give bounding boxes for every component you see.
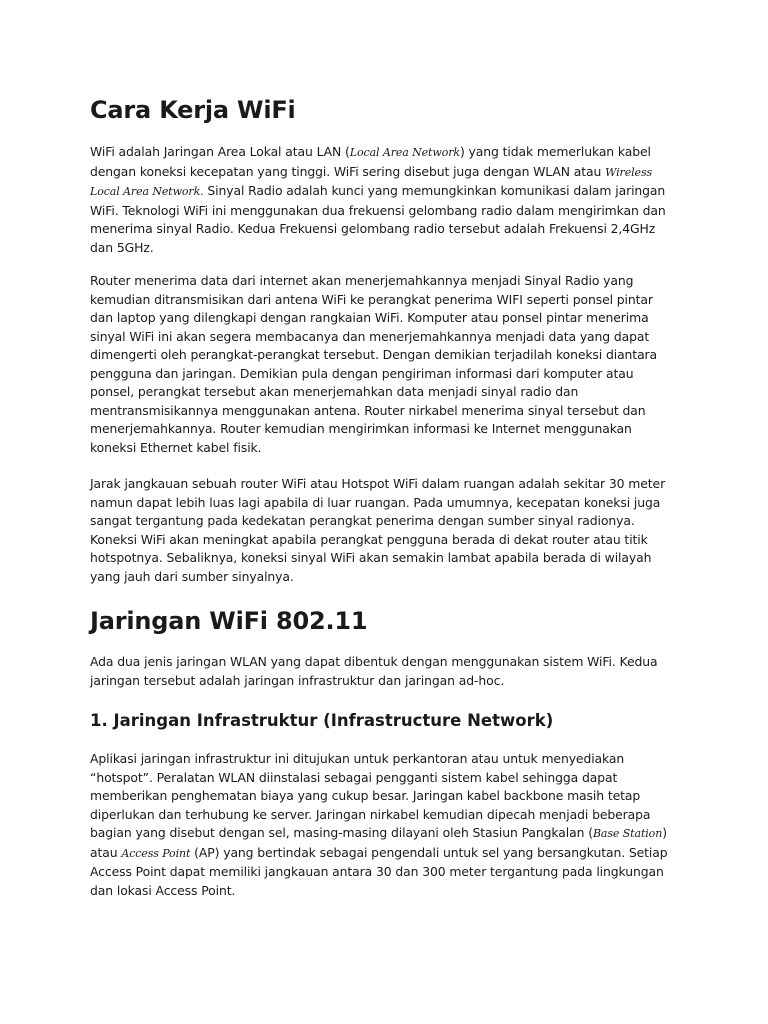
heading-cara-kerja-wifi: Cara Kerja WiFi xyxy=(90,96,296,124)
paragraph-range xyxy=(90,475,680,586)
italic-term: Local Area Network. xyxy=(90,185,204,198)
text-line: diperlukan dan terhubung ke server. Jaringan nirkabel kemudian dipecah menjadi beberapa xyxy=(90,806,651,822)
text-line xyxy=(90,844,680,864)
text-run: ) yang tidak memerlukan kabel xyxy=(459,144,651,159)
text-run: dengan koneksi kecepatan yang tinggi. WiFi sering disebut juga dengan WLAN atau xyxy=(90,163,606,179)
text-run: atau xyxy=(90,844,122,860)
text-line: dan lokasi Access Point. xyxy=(90,882,236,898)
text-line: “hotspot”. Peralatan WLAN diinstalasi sebagai pengganti sistem kabel sehingga dapat xyxy=(90,769,618,785)
text-line: menerjemahkannya. Router kemudian mengirimkan informasi ke Internet menggunakan xyxy=(90,421,632,436)
text-line: sangat tergantung pada kedekatan perangkat penerima dengan sumber sinyal radionya. xyxy=(90,513,635,528)
text-line: Aplikasi jaringan infrastruktur ini ditujukan untuk perkantoran atau untuk menyediakan xyxy=(90,751,625,766)
text-line: dan laptop yang dilengkapi dengan rangkaian WiFi. Komputer atau ponsel pintar menerima xyxy=(90,310,649,325)
text-line: Koneksi WiFi akan meningkat apabila perangkat pengguna berada di dekat router atau titik xyxy=(90,531,648,547)
heading-infrastructure-network: 1. Jaringan Infrastruktur (Infrastructure Network) xyxy=(90,711,554,730)
text-line xyxy=(90,182,680,202)
text-line: Ada dua jenis jaringan WLAN yang dapat dibentuk dengan menggunakan sistem WiFi. Kedua xyxy=(90,654,658,669)
text-run: WiFi adalah Jaringan Area Lokal atau LAN ( xyxy=(90,144,350,159)
italic-term: Access Point xyxy=(121,846,191,860)
text-run: (AP) yang bertindak sebagai pengendali untuk sel yang bersangkutan. Setiap xyxy=(190,844,668,860)
text-line: mentransmisikannya menggunakan antena. Router nirkabel menerima sinyal tersebut dan xyxy=(90,402,646,418)
text-line: dimengerti oleh perangkat-perangkat tersebut. Dengan demikian terjadilah koneksi diantara xyxy=(90,347,658,362)
text-line: Access Point dapat memiliki jangkauan antara 30 dan 300 meter tergantung pada lingkungan xyxy=(90,864,664,879)
text-line xyxy=(90,143,680,163)
text-run: bagian yang disebut dengan sel, masing-masing dilayani oleh Stasiun Pangkalan ( xyxy=(90,825,593,840)
paragraph-wifi-definition xyxy=(90,143,680,257)
text-line: hotspotnya. Sebaliknya, koneksi sinyal WiFi akan semakin lambat apabila berada di wilayah xyxy=(90,550,652,565)
text-line: memberikan penghematan biaya yang cukup besar. Jaringan kabel backbone masih tetap xyxy=(90,788,641,803)
text-line: menerima sinyal Radio. Kedua Frekuensi gelombang radio tersebut adalah Frekuensi 2,4GHz xyxy=(90,221,656,236)
text-line: dan 5GHz. xyxy=(90,239,154,255)
text-line: kemudian ditransmisikan dari antena WiFi ke perangkat penerima WIFI seperti ponsel pintar xyxy=(90,291,653,307)
text-line: pengguna dan jaringan. Demikian pula dengan pengiriman informasi dari komputer atau xyxy=(90,365,634,381)
text-line: ponsel, perangkat tersebut akan menerjemahkan data menjadi sinyal radio dan xyxy=(90,384,579,399)
text-line: namun dapat lebih luas lagi apabila di luar ruangan. Pada umumnya, kecepatan koneksi juga xyxy=(90,494,661,510)
italic-term: Base Station xyxy=(592,827,663,840)
paragraph-wlan-types xyxy=(90,653,680,690)
text-line: Jarak jangkauan sebuah router WiFi atau Hotspot WiFi dalam ruangan adalah sekitar 30 meter xyxy=(90,476,666,491)
heading-jaringan-wifi-80211: Jaringan WiFi 802.11 xyxy=(90,607,368,635)
italic-term: Local Area Network xyxy=(349,146,460,159)
text-line: WiFi. Teknologi WiFi ini menggunakan dua frekuensi gelombang radio dalam mengirimkan dan xyxy=(90,202,666,218)
paragraph-infrastructure xyxy=(90,750,680,900)
text-line: koneksi Ethernet kabel fisik. xyxy=(90,439,262,455)
text-run: ) xyxy=(662,825,667,840)
text-line: Router menerima data dari internet akan menerjemahkannya menjadi Sinyal Radio yang xyxy=(90,273,634,288)
paragraph-router-process xyxy=(90,272,680,457)
text-line: sinyal WiFi ini akan segera membacanya dan menerjemahkannya menjadi data yang dapat xyxy=(90,328,650,344)
text-line xyxy=(90,163,680,183)
text-run: Sinyal Radio adalah kunci yang memungkinkan komunikasi dalam jaringan xyxy=(203,183,666,198)
italic-term: Wireless xyxy=(605,165,653,179)
text-line xyxy=(90,824,680,844)
text-line: yang jauh dari sumber sinyalnya. xyxy=(90,568,294,584)
text-line: jaringan tersebut adalah jaringan infrastruktur dan jaringan ad-hoc. xyxy=(90,672,505,688)
